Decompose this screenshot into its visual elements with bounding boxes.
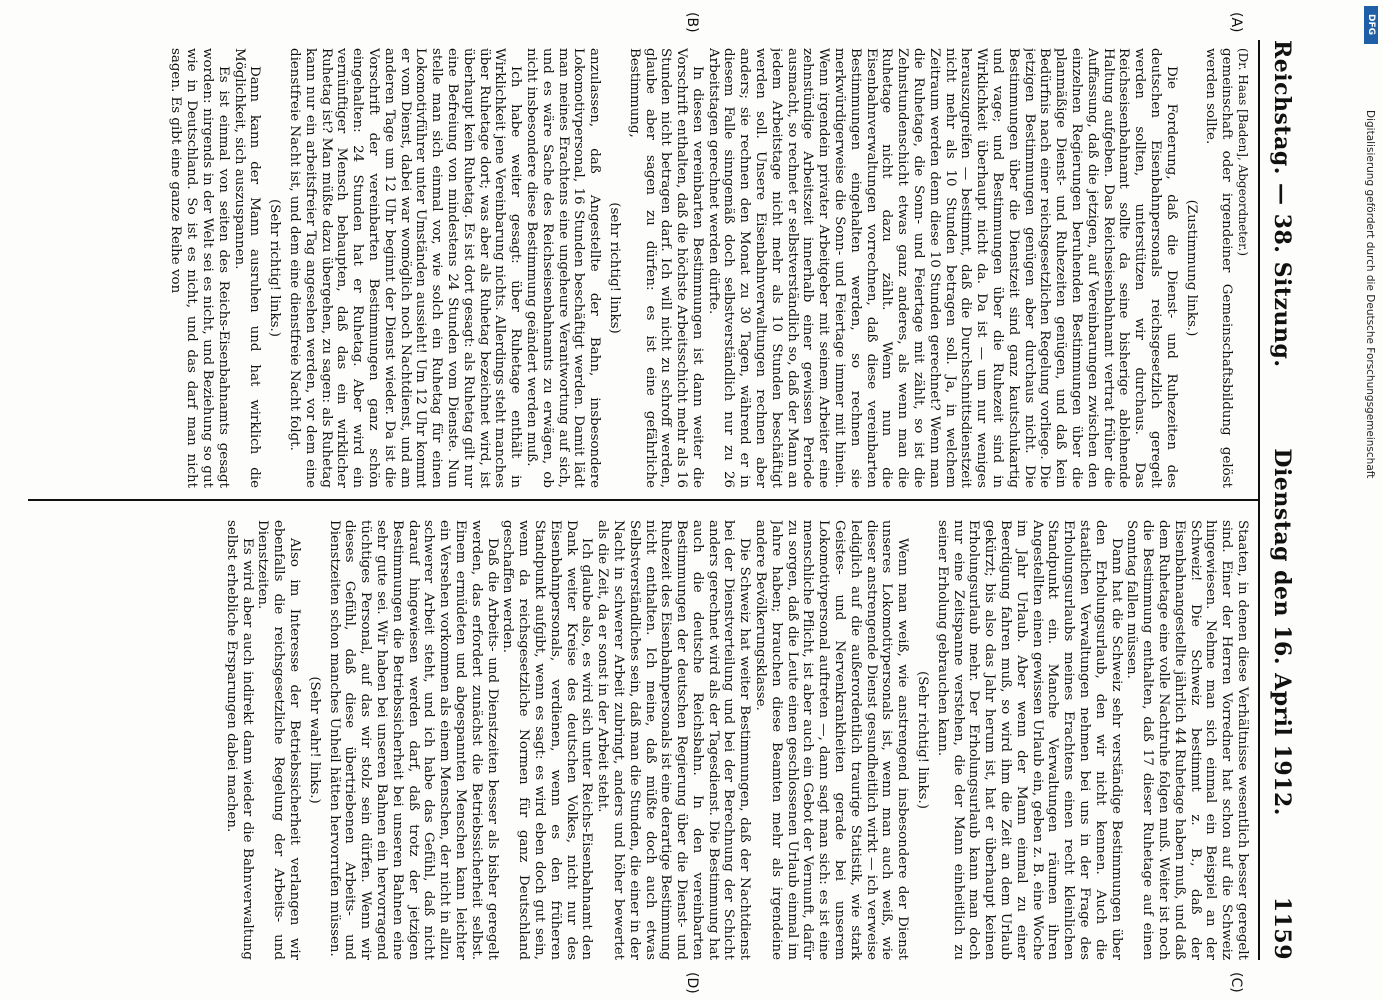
paragraph: In diesen vereinbarten Bestimmungen ist dann weiter die Vorschrift enthalten, daß die höchste Arbeitsschicht mehr als 16 Stunden nicht betragen darf. Ich will nicht zu schroff werden, glaube aber sagen zu dürfen: es ist eine gefährliche Bestimmung, bbox=[626, 48, 705, 488]
page-header bbox=[1262, 40, 1302, 960]
left-column bbox=[20, 48, 1250, 488]
page-number: 1159 bbox=[1269, 896, 1295, 960]
dfg-logo: DFG bbox=[1364, 6, 1378, 44]
interjection: (sehr richtig! links) bbox=[606, 202, 622, 334]
interjection: (Sehr richtig! links.) bbox=[915, 671, 931, 809]
speaker-note: (Dr. Haas [Baden], Abgeordneter.) bbox=[1236, 48, 1250, 257]
margin-mark-d: (D) bbox=[684, 972, 700, 994]
paragraph: Es ist einmal von seiten des Reichs-Eisenbahnamts gesagt worden: nirgends in der Welt sei es nicht, und Beziehung so gut wie in Deutschland. So ist es nicht, und das darf man nicht sagen. Es gibt eine ganze Reihe von bbox=[168, 48, 231, 488]
paragraph: anzulassen, daß Angestellte der Bahn, insbesondere Lokomotivpersonal, 16 Stunden beschäftigt werden. Damit lädt man meines Erachtens eine ungeheure Verantwortung auf sich, und es wäre Sache des Reichseisenbahnamts zu erwägen, ob nicht insbesondere diese Bestimmung geändert werden muß. bbox=[523, 48, 603, 488]
paragraph: Es wird aber auch indirekt dann wieder die Bahnverwaltung selbst erhebliche Ersparungen dabei machen. bbox=[223, 520, 255, 960]
column-divider bbox=[28, 499, 1258, 501]
interjection: (Sehr richtig! links.) bbox=[267, 199, 283, 337]
paragraph: Wenn man weiß, wie anstrengend insbesondere der Dienst unseres Lokomotivpersonals ist, wenn man auch weiß, wie dieser anstrengende Dienst gesundheitlich wirkt — ich verweise lediglich auf die außerordentlich traurige Statistik, wie stark Geistes- und Nervenkrankheiten gerade bei unserem Lokomotivpersonal auftreten —, dann sagt man sich: es ist eine menschliche Pflicht, ist aber auch ein Gebot der Vernunft, dafür zu sorgen, daß die Leute einen geschlossenen Urlaub einmal im Jahre haben; brauchen diese Beamten mehr als irgendeine andere Bevölkerungsklasse. bbox=[753, 520, 911, 960]
paragraph: Dann hat die Schweiz sehr verständige Bestimmungen über den Erholungsurlaub, den wir nicht kennen. Auch die staatlichen Verwaltungen nehmen bei uns in der Frage des Erholungsurlaubs meines Erachtens einen recht kleinlichen Standpunkt ein. Manche Verwaltungen räumen ihren Angestellten einen gewissen Urlaub ein, geben z. B. eine Woche im Jahr Urlaub. Aber wenn der Mann einmal zu einer Beerdigung fahren muß, so wird ihm die Zeit an dem Urlaub gekürzt; bis also das Jahr herum ist, hat er überhaupt keinen Erholungsurlaub mehr. Der Erholungsurlaub kann man doch nur eine Zeitspanne verstehen, die der Mann einheitlich zu seiner Erholung gebrauchen kann. bbox=[934, 520, 1124, 960]
margin-mark-b: (B) bbox=[684, 12, 700, 33]
paragraph: Staaten, in denen diese Verhältnisse wesentlich besser geregelt sind. Einer der Herren Vorredner hat schon auf die Schweiz hingewiesen. Nehme man sich einmal ein Beispiel an der Schweiz! Die Schweiz bestimmt z. B., daß der Eisenbahnangestellte jährlich 44 Ruhetage haben muß, und daß dem Ruhetage eine volle Nachtruhe folgen muß. Weiter ist noch die Bestimmung enthalten, daß 17 dieser Ruhetage auf einen Sonntag fallen müssen. bbox=[1124, 520, 1250, 960]
digitization-attribution bbox=[1361, 0, 1383, 1000]
interjection: (Sehr wahr! links.) bbox=[306, 676, 322, 804]
header-left: Reichstag. — 38. Sitzung. bbox=[1269, 40, 1295, 368]
paragraph: Ich habe weiter gesagt: über Ruhetage enthält in Wirklichkeit jene Vereinbarung nichts. Allerdings steht manches über Ruhetage dort; was aber als Ruhetag bezeichnet wird, ist überhaupt kein Ruhetag. Es ist dort gesagt: als Ruhetag gilt nur eine Befreiung von mindestens 24 Stunden vom Dienste. Nun stelle man sich einmal vor, wie solch ein Ruhetag für einen Lokomotivführer unter Umständen aussieht! Um 12 Uhr kommt er vom Dienst, dabei war womöglich noch Nachtdienst, und am anderen Tage um 12 Uhr beginnt der Dienst wieder. Da ist die Vorschrift der vereinbarten Bestimmungen ganz schön eingehalten: 24 Stunden hat er Ruhetag. Aber wird ein vernünftiger Mensch behaupten, daß das ein wirklicher Ruhetag ist? Man müßte dazu übergehen, zu sagen: als Ruhetag kann nur ein arbeitsfreier Tag angesehen werden, vor dem eine dienstfreie Nacht ist, und dem eine dienstfreie Nacht folgt. bbox=[286, 48, 524, 488]
paragraph: Daß die Arbeits- und Dienstzeiten besser als bisher geregelt werden, das erfordert zunächst die Betriebssicherheit selbst. Einem ermüdeten und abgespannten Menschen kann leichter ein Versehen vorkommen als einem Menschen, der nicht in allzu schwerer Arbeit steht, und ich habe das Gefühl, daß nicht darauf hingewiesen werden darf, daß trotz der jetzigen Bestimmungen die Betriebssicherheit bei unseren Bahnen eine sehr gute sei. Wir haben bei unseren Bahnen ein hervorragend tüchtiges Personal, auf das wir stolz sein dürfen. Wenn wir dieses Gefühl, daß diese übertriebenen Arbeits- und Dienstzeiten schon manches Unheil hätten hervorrufen müssen. bbox=[326, 520, 500, 960]
paragraph: Dann kann der Mann ausruhen und hat wirklich die Möglichkeit, sich auszuspannen. bbox=[231, 48, 263, 488]
paragraph: Die Schweiz hat weiter Bestimmungen, daß der Nachtdienst bei der Dienstverteilung und bei der Berechnung der Schicht anders gerechnet wird als der Tagesdienst. Die Bestimmung hat auch die deutsche Reichsbahn. In den vereinbarten Bestimmungen der deutschen Regierung über die Dienst- und Ruhezeit des Eisenbahnpersonals ist eine derartige Bestimmung nicht enthalten. Ich meine, daß müßte doch auch etwas Selbstverständliches sein, daß man die Stunden, die einer in der Nacht in schwerer Arbeit zubringt, anders und höher bewertet als die Zeit, da er sonst in der Arbeit steht. bbox=[595, 520, 753, 960]
paragraph: Die Forderung, daß die Dienst- und Ruhezeiten des deutschen Eisenbahnpersonals reichsgesetzlich geregelt werden sollten, unterstützen wir durchaus. Das Reichseisenbahnamt sollte da seine bisherige ablehnende Haltung aufgeben. Das Reichseisenbahnamt vertrat früher die Auffassung, daß die jetzigen, auf Vereinbarungen zwischen den einzelnen Regierungen beruhenden Bestimmungen über die planmäßige Dienst- und Ruhezeiten genügen, und daß kein Bedürfnis nach einer reichsgesetzlichen Regelung vorliege. Die jetzigen Bestimmungen genügen aber durchaus nicht. Die Bestimmungen über die Dienstzeit sind ganz kautschukartig und vage; und Bestimmungen über die Ruhezeit sind in Wirklichkeit überhaupt nicht da. Da ist — um nur weniges herauszugreifen — bestimmt, daß die Durchschnittsdienstzeit nicht mehr als 10 Stunden betragen soll. Ja, in welchem Zeitraum werden denn diese 10 Stunden gerechnet? Wenn man die Ruhetage, die Sonn- und Feiertage mit zählt, so ist die Zehnstundenschicht etwas ganz anderes, als wenn man die Ruhetage nicht dazu zählt. Wenn nun die Eisenbahnverwaltungen vorrechnen, daß diese vereinbarten Bestimmungen eingehalten werden, so rechnen sie merkwürdigerweise die Sonn- und Feiertage immer mit hinein. Wenn irgendein privater Arbeitgeber mit seinem Arbeiter eine zehnstündige Arbeitszeit innerhalb einer gewissen Periode ausmacht, so rechnet er selbstverständlich so, daß der Mann an jedem Arbeitstage nicht mehr als 10 Stunden beschäftigt werden soll. Unsere Eisenbahnverwaltungen rechnen aber anders; sie rechnen den Monat zu 30 Tagen, während er in diesem Falle sinngemäß doch selbstverständlich nur zu 26 Arbeitstagen gerechnet werden dürfte. bbox=[705, 48, 1179, 488]
margin-mark-c: (C) bbox=[1228, 972, 1244, 993]
interjection: (Zustimmung links.) bbox=[1183, 199, 1199, 337]
paragraph: Also im Interesse der Betriebssicherheit verlangen wir ebenfalls die reichsgesetzliche Regelung der Arbeits- und Dienstzeiten. bbox=[255, 520, 302, 960]
header-date: Dienstag den 16. April 1912. bbox=[1269, 448, 1295, 816]
paragraph: gemeinschaft oder irgendeiner Gemeinschaftsbildung gelöst werden sollte. bbox=[1203, 48, 1235, 488]
paragraph: Ich glaube also, es wird sich unter Reichs-Eisenbahnamt den Dank weiter Kreise des deutschen Volkes, nicht nur des Eisenbahnpersonals, verdienen, wenn es den früheren Standpunkt aufgibt, wenn es sagt: es wird eben doch gut sein, wenn da reichsgesetzliche Normen für ganz Deutschland geschaffen werden. bbox=[500, 520, 595, 960]
right-column bbox=[20, 520, 1250, 960]
header-rule bbox=[1258, 40, 1260, 960]
attribution-text: Digitalisierung gefördert durch die Deutsche Forschungsgemeinschaft bbox=[1364, 110, 1376, 479]
margin-mark-a: (A) bbox=[1228, 12, 1244, 33]
